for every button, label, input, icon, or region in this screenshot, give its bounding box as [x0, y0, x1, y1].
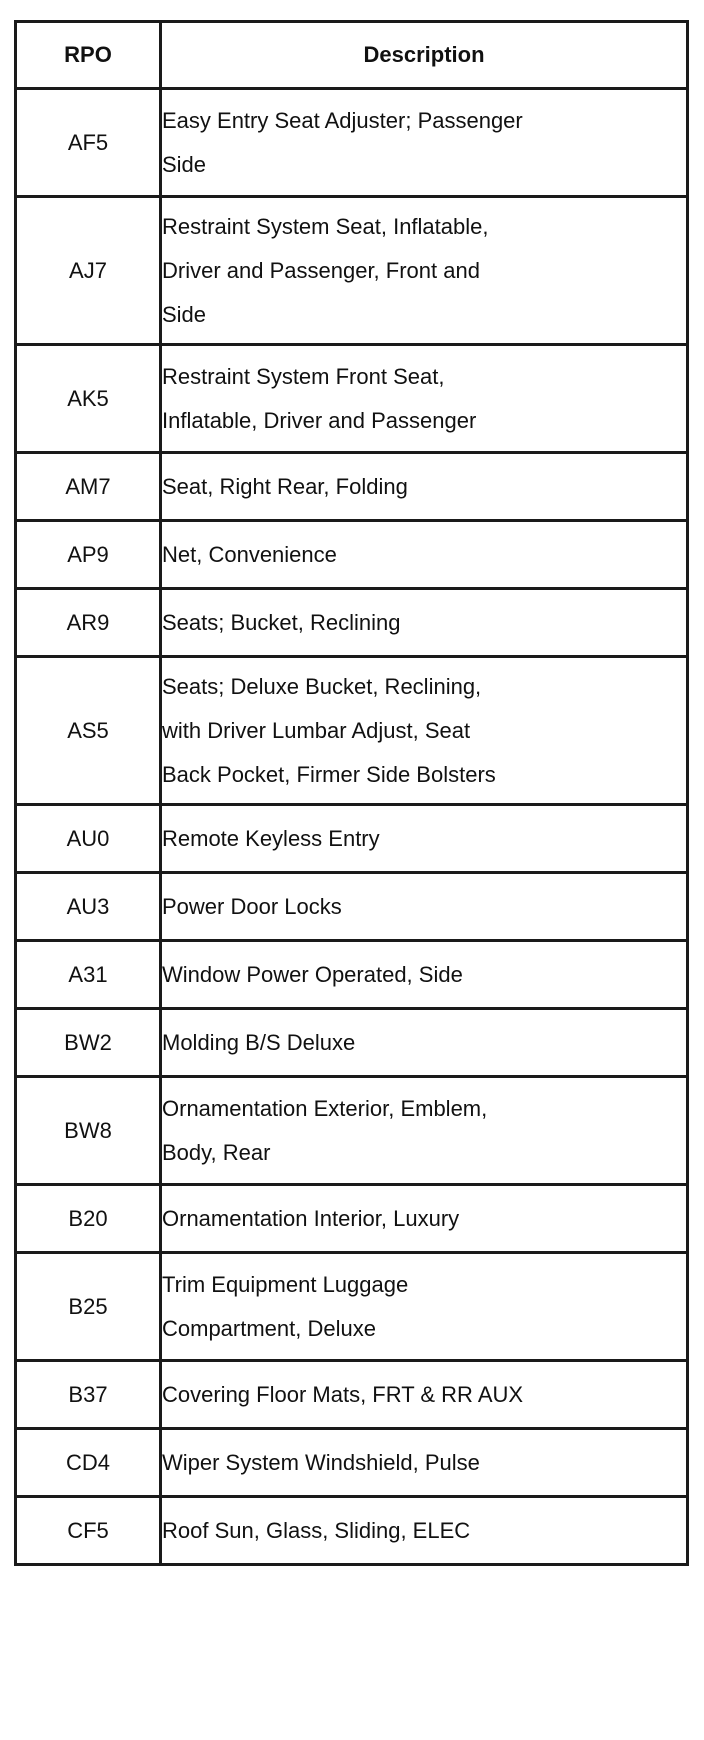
description-line: Side [162, 151, 207, 177]
description-cell [161, 941, 688, 1009]
description-line: Seat, Right Rear, Folding [162, 473, 408, 499]
rpo-code-cell: AJ7 [16, 197, 161, 345]
table-row [16, 453, 688, 521]
rpo-code-cell: B25 [16, 1253, 161, 1361]
description-line: Covering Floor Mats, FRT & RR AUX [162, 1381, 524, 1407]
description-cell [161, 453, 688, 521]
table-row [16, 345, 688, 453]
description-line: Net, Convenience [162, 541, 337, 567]
description-line: Compartment, Deluxe [162, 1315, 376, 1341]
description-cell [161, 89, 688, 197]
description-line: Wiper System Windshield, Pulse [162, 1449, 480, 1475]
description-line: Body, Rear [162, 1139, 271, 1165]
table-row [16, 805, 688, 873]
description-line: Seats; Bucket, Reclining [162, 609, 401, 635]
description-line: Power Door Locks [162, 893, 342, 919]
rpo-code-cell: AS5 [16, 657, 161, 805]
rpo-code-cell: AU0 [16, 805, 161, 873]
description-line: Ornamentation Interior, Luxury [162, 1205, 460, 1231]
table-row [16, 1077, 688, 1185]
rpo-code-cell: AR9 [16, 589, 161, 657]
description-line: Inflatable, Driver and Passenger [162, 407, 477, 433]
table-row [16, 1185, 688, 1253]
description-line: Molding B/S Deluxe [162, 1029, 356, 1055]
description-cell [161, 589, 688, 657]
table-row [16, 1497, 688, 1565]
rpo-code-cell: A31 [16, 941, 161, 1009]
table-row [16, 197, 688, 345]
description-line: Seats; Deluxe Bucket, Reclining, [162, 673, 482, 699]
table-row [16, 1253, 688, 1361]
description-cell [161, 521, 688, 589]
rpo-code-cell: CF5 [16, 1497, 161, 1565]
table-row [16, 1009, 688, 1077]
description-line: Restraint System Seat, Inflatable, [162, 213, 489, 239]
description-line: Ornamentation Exterior, Emblem, [162, 1095, 488, 1121]
description-cell [161, 1497, 688, 1565]
description-column-header: Description [161, 22, 688, 89]
description-line: with Driver Lumbar Adjust, Seat [162, 717, 471, 743]
table-row [16, 657, 688, 805]
description-line: Restraint System Front Seat, [162, 363, 445, 389]
table-body [16, 89, 688, 1565]
rpo-code-cell: B20 [16, 1185, 161, 1253]
description-line: Window Power Operated, Side [162, 961, 463, 987]
description-line: Driver and Passenger, Front and [162, 257, 480, 283]
table-row [16, 1429, 688, 1497]
description-line: Side [162, 301, 207, 327]
description-line: Back Pocket, Firmer Side Bolsters [162, 761, 496, 787]
description-cell [161, 1077, 688, 1185]
table-header-row [16, 22, 688, 89]
description-cell [161, 1361, 688, 1429]
description-cell [161, 1185, 688, 1253]
description-cell [161, 873, 688, 941]
rpo-code-cell: B37 [16, 1361, 161, 1429]
description-cell [161, 345, 688, 453]
rpo-code-cell: AU3 [16, 873, 161, 941]
table-row [16, 89, 688, 197]
description-cell [161, 1253, 688, 1361]
table-row [16, 941, 688, 1009]
table-row [16, 521, 688, 589]
description-cell [161, 197, 688, 345]
description-cell [161, 1009, 688, 1077]
rpo-code-cell: BW2 [16, 1009, 161, 1077]
rpo-code-cell: AF5 [16, 89, 161, 197]
description-line: Easy Entry Seat Adjuster; Passenger [162, 107, 523, 133]
table-row [16, 873, 688, 941]
rpo-code-cell: BW8 [16, 1077, 161, 1185]
rpo-description-table [14, 20, 689, 1566]
description-cell [161, 657, 688, 805]
rpo-table-sheet [14, 20, 686, 1720]
rpo-column-header: RPO [16, 22, 161, 89]
rpo-code-cell: AP9 [16, 521, 161, 589]
description-line: Roof Sun, Glass, Sliding, ELEC [162, 1517, 471, 1543]
description-line: Remote Keyless Entry [162, 825, 380, 851]
description-cell [161, 1429, 688, 1497]
rpo-code-cell: AM7 [16, 453, 161, 521]
rpo-code-cell: AK5 [16, 345, 161, 453]
table-row [16, 589, 688, 657]
description-cell [161, 805, 688, 873]
description-line: Trim Equipment Luggage [162, 1271, 409, 1297]
rpo-code-cell: CD4 [16, 1429, 161, 1497]
table-row [16, 1361, 688, 1429]
